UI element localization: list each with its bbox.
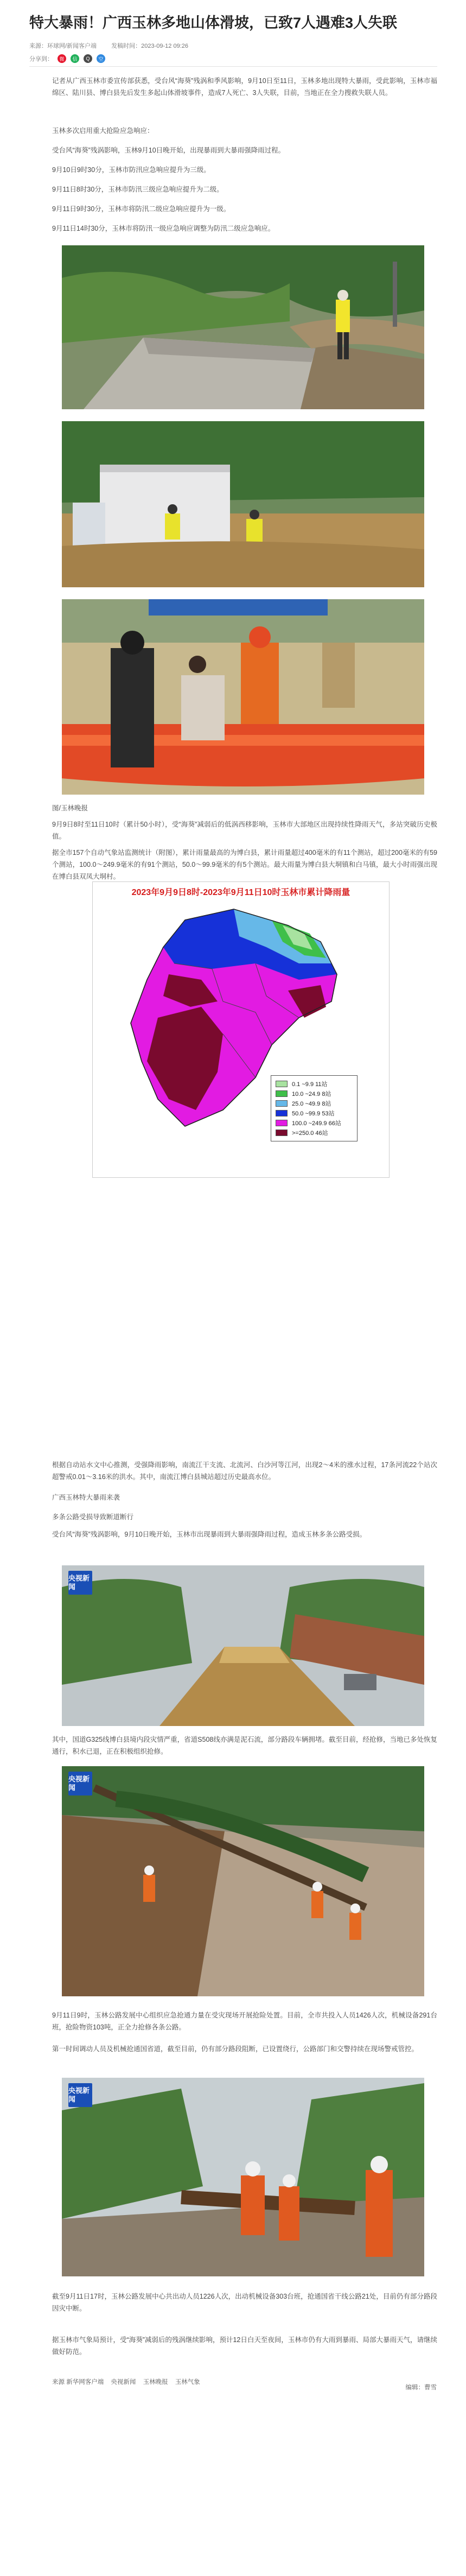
legend-swatch bbox=[276, 1081, 288, 1087]
paragraph: 9月11日8时30分，玉林市防汛三级应急响应提升为二级。 bbox=[52, 186, 224, 193]
legend-swatch bbox=[276, 1090, 288, 1097]
photo-boat-rescue bbox=[62, 599, 424, 795]
photo-credit: 图/玉林晚报 bbox=[52, 804, 88, 812]
legend-label: 0.1 ~9.9 11站 bbox=[292, 1081, 328, 1088]
legend-label: 10.0 ~24.9 8站 bbox=[292, 1091, 331, 1097]
paragraph: 记者从广西玉林市委宣传部获悉，受台风“海葵”残涡和季风影响，9月10日至11日，玉林多地出现特大暴雨，受此影响，玉林市福绵区、陆川县、博白县先后发生多起山体滑坡事件，造成7人死亡、3人失联，目前，当地正在全力搜救失联人员。 bbox=[52, 77, 437, 97]
paragraph: 9月11日9时30分，玉林市将防汛二级应急响应提升为一级。 bbox=[52, 205, 231, 213]
photo-fallen-trees bbox=[62, 1766, 424, 1996]
legend-row bbox=[276, 1118, 353, 1128]
photo-flooded-truck bbox=[62, 421, 424, 587]
paragraph: 玉林多次启用重大抢险应急响应： bbox=[52, 127, 154, 135]
rainfall-map bbox=[92, 881, 390, 1178]
map-title: 2023年9月9日8时-2023年9月11日10时玉林市累计降雨量 bbox=[131, 888, 350, 897]
article-title: 特大暴雨！广西玉林多地山体滑坡，已致7人遇难3人失联 bbox=[29, 15, 398, 31]
tags-label: 来源 bbox=[52, 2379, 65, 2385]
cctv-watermark: 央视新闻 bbox=[68, 2083, 92, 2107]
qq-icon[interactable]: Q bbox=[84, 54, 92, 63]
legend-row bbox=[276, 1108, 353, 1118]
paragraph: 截至9月11日17时，玉林公路发展中心共出动人员1226人次，出动机械设备303台班，抢通国省干线公路21处，目前仍有部分路段因灾中断。 bbox=[52, 2293, 437, 2312]
photo-firefighters bbox=[62, 2078, 424, 2276]
legend-row bbox=[276, 1089, 353, 1099]
legend-swatch bbox=[276, 1120, 288, 1126]
section-heading: 广西玉林特大暴雨来袭 bbox=[52, 1494, 120, 1501]
legend-swatch bbox=[276, 1130, 288, 1136]
paragraph: 其中，国道G325线博白县境内段灾情严重，省道S508线亦满是泥石流，部分路段车辆拥堵。截至目前，经抢修，当地已多处恢复通行，积水已退，正在积极组织抢修。 bbox=[52, 1736, 437, 1755]
article-time: 发稿时间：2023-09-12 09:26 bbox=[111, 43, 188, 49]
share-bar bbox=[29, 54, 105, 63]
paragraph: 9月9日8时至11日10时（累计50小时），受“海葵”减弱后的低涡西移影响，玉林市大部地区出现持续性降雨天气，多站突破历史极值。 bbox=[52, 821, 437, 840]
photo-road-collapse bbox=[62, 245, 424, 409]
paragraph: 据玉林市气象局预计，受“海葵”减弱后的残涡继续影响，预计12日白天至夜间，玉林市仍有大雨到暴雨、局部大暴雨天气，请继续做好防范。 bbox=[52, 2336, 437, 2356]
header-divider bbox=[29, 66, 437, 67]
paragraph: 根据自动站水文中心推测，受强降雨影响，南流江干支流、北流河、白沙河等江河，出现2～4米的涨水过程，17条河流22个站次超警戒0.01～3.16米的洪水。其中，南流江博白县城站超过历史最高水位。 bbox=[52, 1461, 437, 1481]
tag-list bbox=[66, 2379, 206, 2385]
paragraph: 受台风“海葵”残涡影响，9月10日晚开始，玉林市出现暴雨到大暴雨强降雨过程，造成玉林多条公路受损。 bbox=[52, 1531, 367, 1538]
legend-row bbox=[276, 1128, 353, 1138]
qzone-icon[interactable]: 空 bbox=[97, 54, 105, 63]
legend-label: 100.0 ~249.9 66站 bbox=[292, 1120, 341, 1127]
paragraph: 9月11日14时30分，玉林市将防汛一级应急响应调整为防汛二级应急响应。 bbox=[52, 225, 275, 232]
tag-item[interactable]: 玉林气象 bbox=[175, 2379, 200, 2385]
legend-row bbox=[276, 1099, 353, 1108]
weibo-icon[interactable]: 微 bbox=[58, 54, 66, 63]
wechat-icon[interactable]: 信 bbox=[71, 54, 79, 63]
paragraph: 9月11日9时，玉林公路发展中心组织应急抢通力量在受灾现场开展抢险处置。目前，全市共投入人员1426人次，机械设备291台班，抢险物资103吨，正全力抢修各条公路。 bbox=[52, 2012, 437, 2031]
legend-label: >=250.0 46站 bbox=[292, 1130, 328, 1137]
map-legend bbox=[271, 1075, 358, 1141]
legend-swatch bbox=[276, 1100, 288, 1107]
article-tags bbox=[52, 2377, 437, 2386]
tag-item[interactable]: 新华网客户端 bbox=[66, 2379, 104, 2385]
share-label: 分享到： bbox=[29, 56, 53, 62]
paragraph: 第一时间调动人员及机械抢通国省道，截至目前，仍有部分路段阻断，已设置绕行，公路部门和交警持续在现场警戒管控。 bbox=[52, 2045, 419, 2053]
cctv-watermark: 央视新闻 bbox=[68, 1772, 92, 1795]
paragraph: 据全市157个自动气象站监测统计（附图），累计雨量最高的为博白县，累计雨量超过400毫米的有11个测站，超过200毫米的有59个测站，100.0～249.9毫米的有91个测站，50.0～99.9毫米的有5个测站。最大雨量为博白县大垌镇和白马镇，最大小时雨强出现在博白县双凤大垌村。 bbox=[52, 849, 437, 880]
legend-row bbox=[276, 1079, 353, 1089]
article-meta bbox=[29, 41, 201, 50]
tag-item[interactable]: 央视新闻 bbox=[111, 2379, 136, 2385]
paragraph: 9月10日9时30分，玉林市防汛应急响应提升为三级。 bbox=[52, 166, 210, 174]
section-subheading: 多条公路受损导致断道断行 bbox=[52, 1513, 134, 1521]
cctv-watermark: 央视新闻 bbox=[68, 1571, 92, 1595]
legend-label: 25.0 ~49.9 8站 bbox=[292, 1101, 331, 1107]
paragraph: 受台风“海葵”残涡影响，玉林9月10日晚开始，出现暴雨到大暴雨强降雨过程。 bbox=[52, 147, 285, 154]
tag-item[interactable]: 玉林晚报 bbox=[143, 2379, 168, 2385]
legend-label: 50.0 ~99.9 53站 bbox=[292, 1111, 335, 1117]
article-source: 来源：环球网/新闻客户端 bbox=[29, 43, 97, 49]
article-editor: 编辑：曹雪 bbox=[405, 2384, 437, 2391]
photo-mudslide-road bbox=[62, 1565, 424, 1726]
legend-swatch bbox=[276, 1110, 288, 1116]
